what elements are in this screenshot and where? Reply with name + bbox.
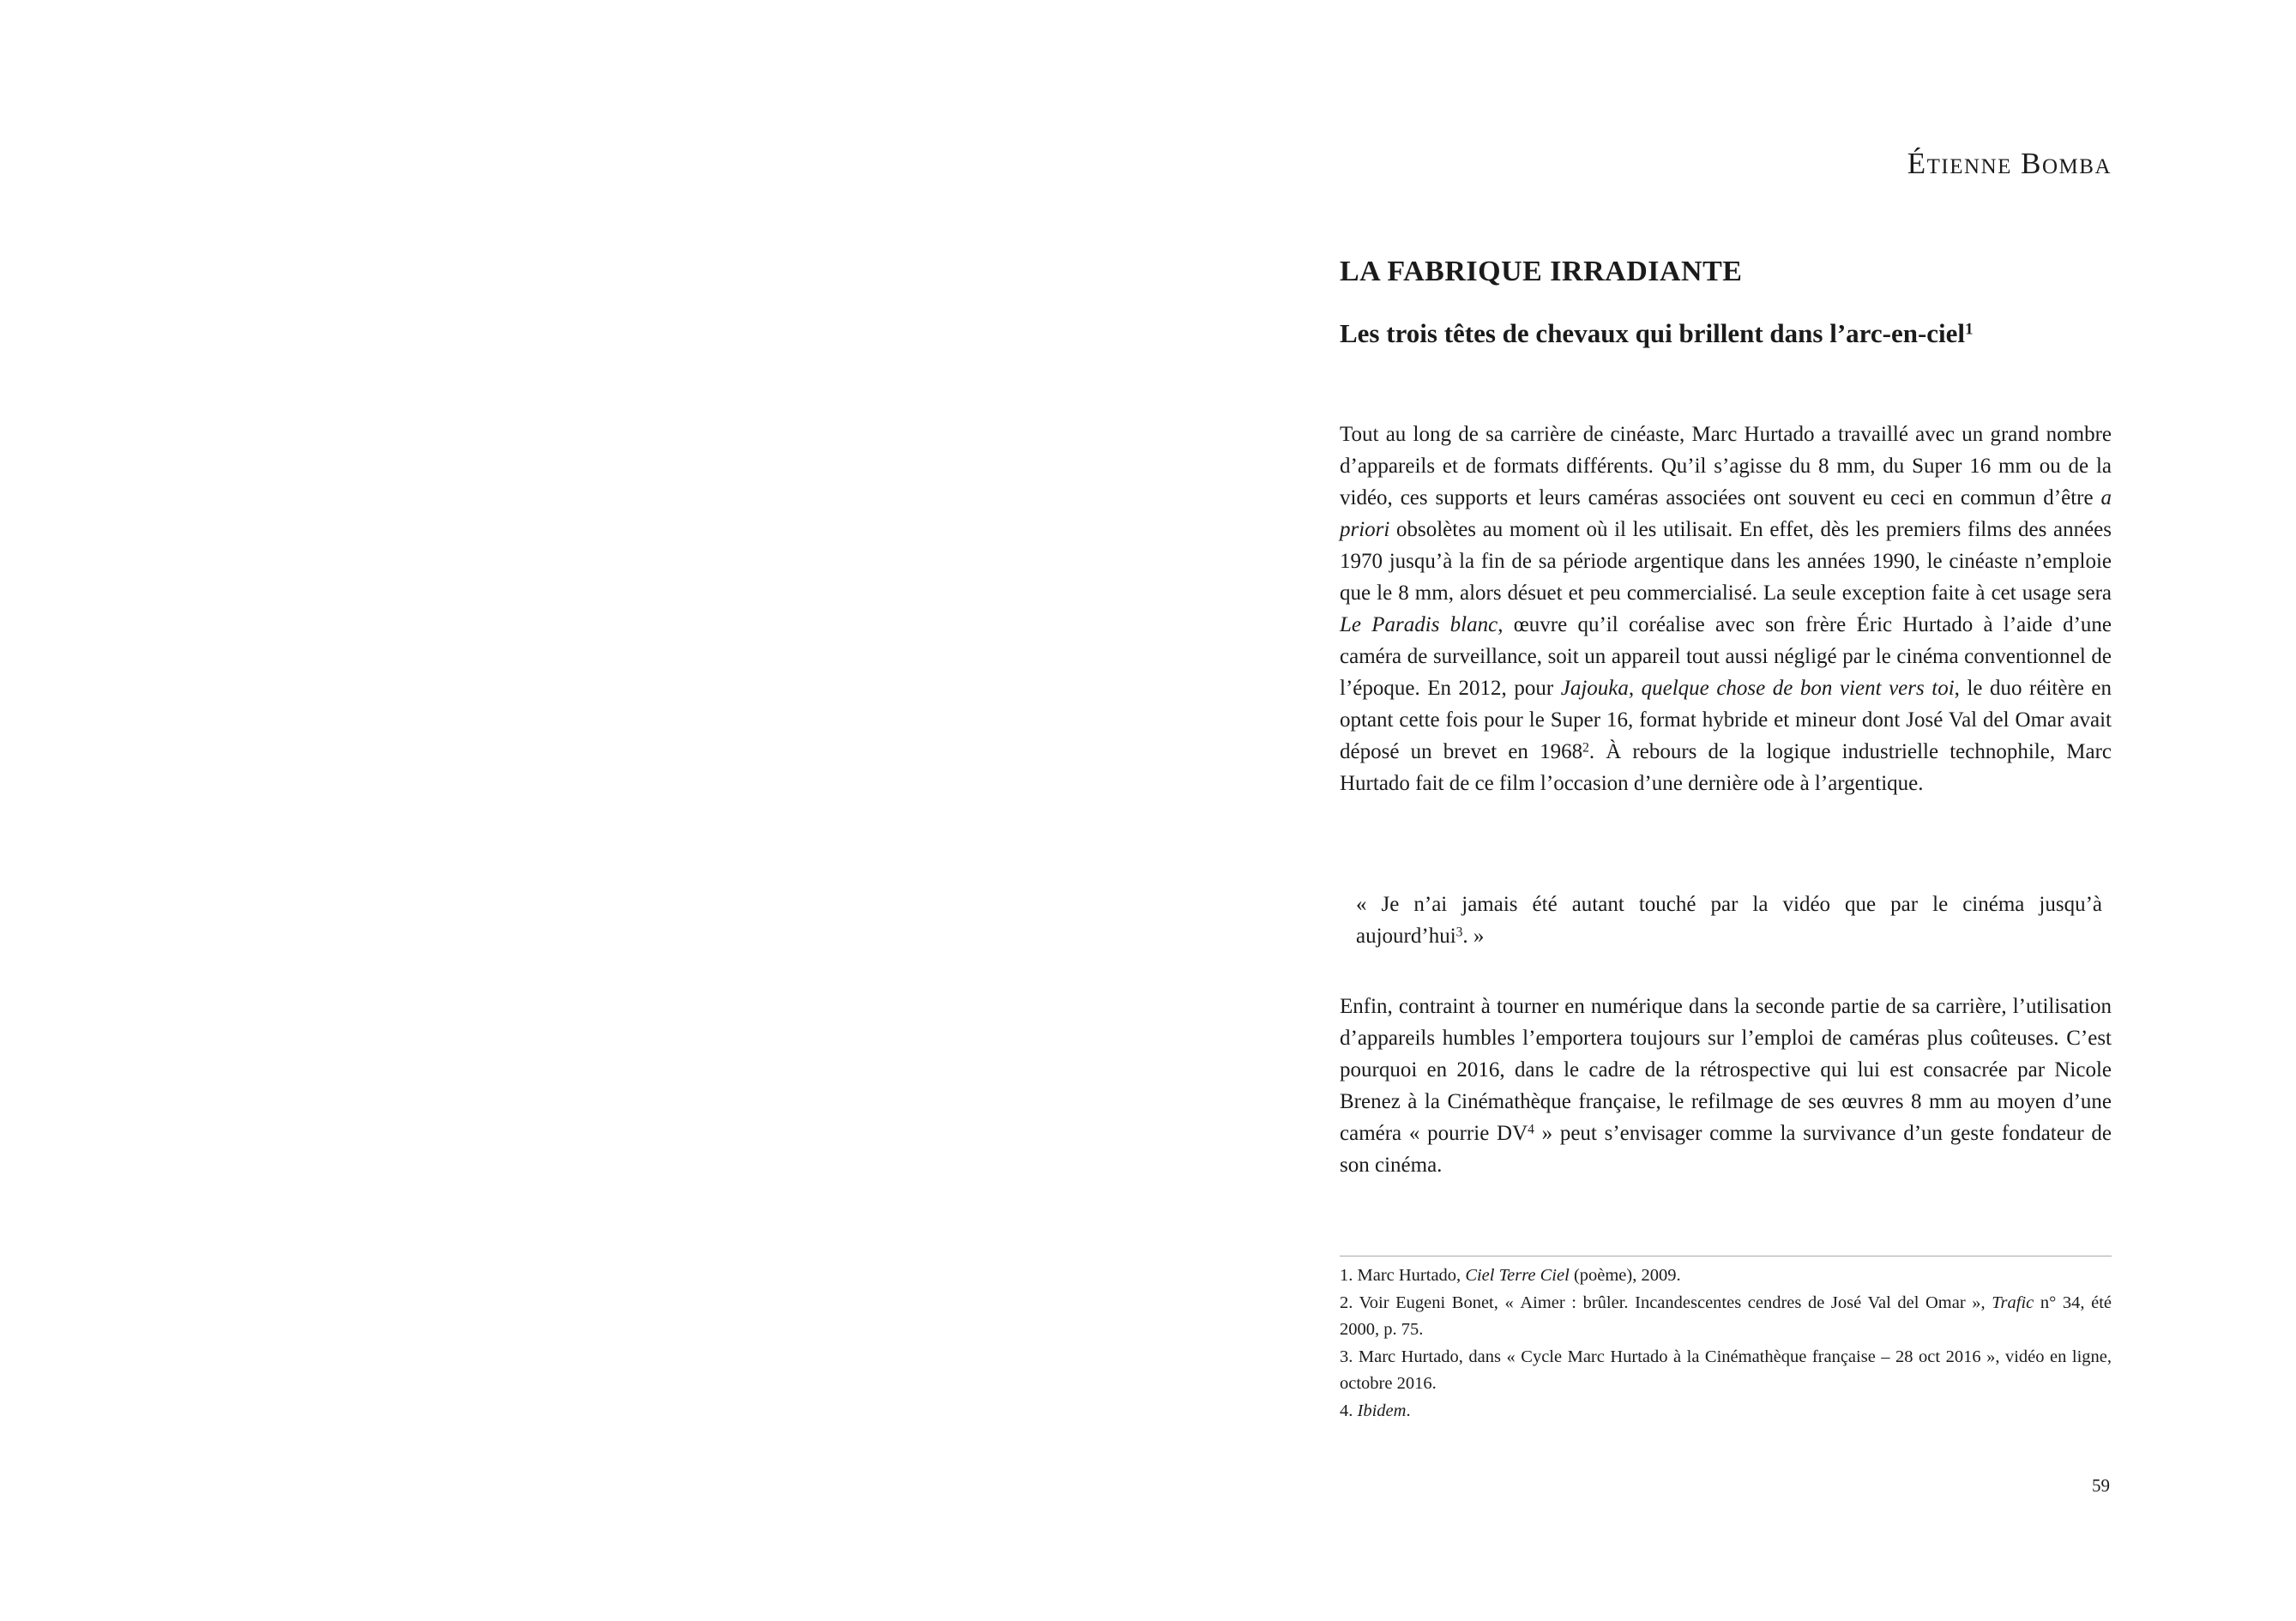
block-quote: « Je n’ai jamais été autant touché par la vidéo que par le cinéma jusqu’à aujourd’hui$^3$. » (1356, 893, 2102, 948)
paragraph-1: Tout au long de sa carrière de cinéaste, Marc Hurtado a travaillé avec un grand nombre d’appareils et de formats différents. Qu’il s’agisse du 8 mm, du Super 16 mm ou de la vidéo, ces supports et leurs caméras associées ont souvent eu ceci en commun d’être a priori obsolètes au moment où il les utilisait. En effet, dès les premiers films des années 1970 jusqu’à la fin de sa période argentique dans les années 1990, le cinéaste n’emploie que le 8 mm, alors désuet et peu commercialisé. La seule exception faite à cet usage sera Le Paradis blanc, œuvre qu’il coréalise avec son frère Éric Hurtado à l’aide d’une caméra de surveillance, soit un appareil tout aussi négligé par le cinéma conventionnel de l’époque. En 2012, pour Jajouka, quelque chose de bon vient vers toi, le duo réitère en optant cette fois pour le Super 16, format hybride et mineur dont José Val del Omar avait déposé un brevet en 1968$^2$. À rebours de la logique industrielle technophile, Marc Hurtado fait de ce film l’occasion d’une dernière ode à l’argentique. (1340, 423, 2112, 795)
footnote-1: 1. Marc Hurtado, Ciel Terre Ciel (poème), 2009. (1340, 1266, 1681, 1285)
subtitle-text: Les trois têtes de chevaux qui brillent dans l’arc-en-ciel (1340, 318, 1966, 348)
author-name: Étienne Bomba (1907, 147, 2112, 180)
footnote-4: 4. Ibidem. (1340, 1401, 1411, 1420)
page-number: 59 (2092, 1475, 2110, 1496)
subtitle-footnote-marker: 1 (1965, 320, 1974, 339)
page-title: LA FABRIQUE IRRADIANTE (1340, 256, 1743, 287)
paragraph-2: Enfin, contraint à tourner en numérique dans la seconde partie de sa carrière, l’utilisation d’appareils humbles l’emportera toujours sur l’emploi de caméras plus coûteuses. C’est pourquoi en 2016, dans le cadre de la rétrospective qui lui est consacrée par Nicole Brenez à la Cinémathèque française, le refilmage de ses œuvres 8 mm au moyen d’une caméra « pourrie $DV^4$ » peut s’envisager comme la survivance d’un geste fondateur de son cinéma. (1340, 995, 2112, 1177)
footnote-3: 3. Marc Hurtado, dans « Cycle Marc Hurtado à la Cinémathèque française – 28 oct 2016 », vidéo en ligne, octobre 2016. (1340, 1347, 2112, 1394)
footnotes-block (1340, 1262, 2112, 1425)
page-subtitle (1340, 319, 2129, 348)
footnote-2: 2. Voir Eugeni Bonet, « Aimer : brûler. Incandescentes cendres de José Val del Omar », Trafic n° 34, été 2000, p. 75. (1340, 1293, 2112, 1340)
